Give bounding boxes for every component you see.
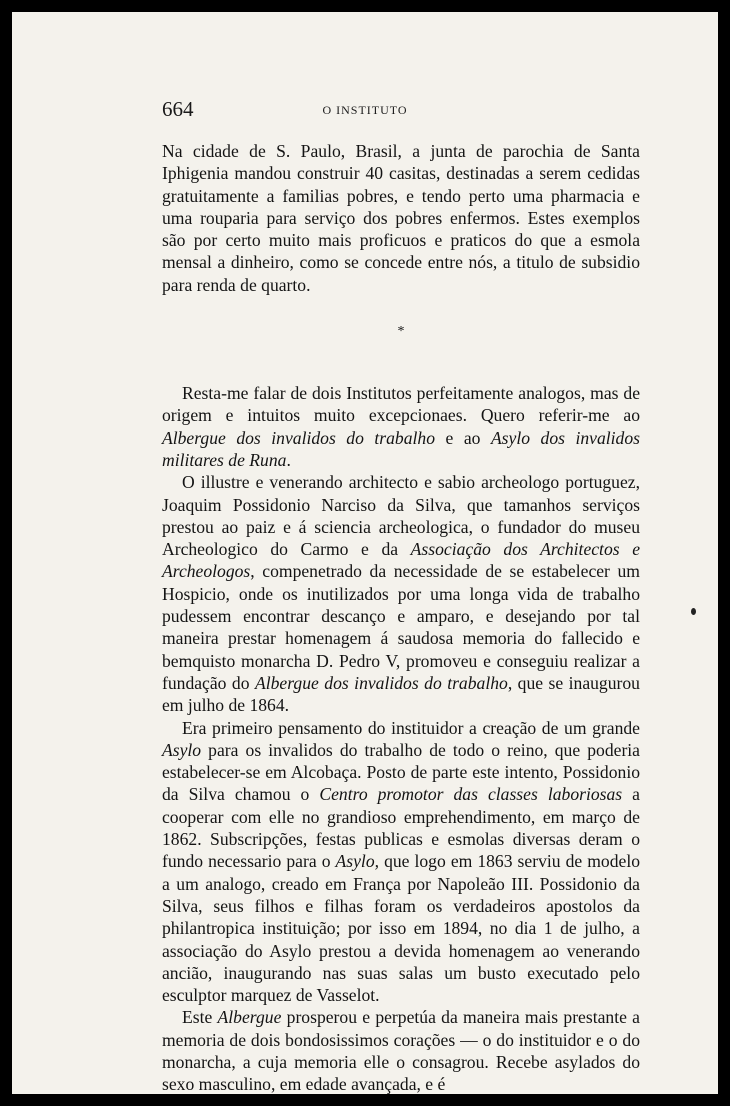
ink-speck: [691, 608, 696, 615]
paragraph-4-text-2: para os invalidos do trabalho de todo o reino, que poderia estabelecer-se em Alcobaça. Posto de parte este intento, Possidonio da Silva chamou o: [162, 739, 640, 805]
paragraph-4-text-4: que logo em 1863 serviu de modelo a um analogo, creado em França por Napoleão III. Possidonio da Silva, seus filhos e filhas foram os verdadeiros apostolos da philantropica instituição; por isso em 1894, no dia 1 de julho, a associação do Asylo prestou a devida homenagem ao venerando ancião, inaugurando nas suas salas um busto executado pelo esculptor marquez de Vasselot.: [162, 851, 641, 1006]
paragraph-5-text-2: prosperou e perpetúa da maneira mais prestante a memoria de dois bondosissimos corações — o do instituidor e o do monarcha, a cuja memoria elle o consagrou. Recebe asylados do sexo masculino, em edade avançada, e é: [162, 1007, 640, 1094]
paragraph-2-italic-2: Asylo dos invalidos militares de Runa: [162, 427, 640, 470]
paragraph-2-text-2: e ao: [435, 427, 491, 448]
paragraph-3-italic-1: Associação dos Architectos e Archeologos: [162, 539, 640, 582]
paragraph-4-italic-3: Asylo,: [335, 851, 380, 872]
paragraph-3: [162, 471, 640, 716]
book-page: [12, 12, 718, 1094]
section-separator: *: [397, 324, 405, 340]
running-title: O INSTITUTO: [322, 103, 408, 117]
page-number: 664: [162, 97, 194, 121]
paragraph-2-text-3: .: [286, 449, 291, 470]
paragraph-3-text-3: , que se inaugurou em julho de 1864.: [162, 672, 640, 716]
paragraph-5-text-1: Este: [182, 1007, 218, 1028]
paragraph-3-text-2: , compenetrado da necessidade de se estabelecer um Hospicio, onde os inutilizados por uma longa vida de trabalho pudessem encontrar descanço e amparo, e desejando por tal maneira prestar homenagem á saudosa memoria do fallecido e bemquisto monarcha D. Pedro V, promoveu e conseguiu realizar a fundação do: [162, 561, 640, 693]
page-header: [12, 97, 718, 123]
paragraph-4-text-3: a cooperar com elle no grandioso emprehendimento, em março de 1862. Subscripções, festas publicas e esmolas diversas deram o fundo necessario para o: [162, 784, 640, 872]
paragraph-3-italic-2: Albergue dos invalidos do trabalho: [254, 672, 508, 693]
paragraph-3-text-1: O illustre e venerando architecto e sabio archeologo portuguez, Joaquim Possidonio Narciso da Silva, que tamanhos serviços prestou ao paiz e á sciencia archeologica, o fundador do museu Archeologico do Carmo e da: [162, 472, 640, 560]
paragraph-2: [162, 382, 640, 471]
paragraph-5-italic-1: Albergue: [217, 1007, 282, 1028]
paragraph-4-italic-1: Asylo: [162, 739, 202, 760]
paragraph-4-italic-2: Centro promotor das classes laboriosas: [319, 784, 623, 805]
paragraph-2-text-1: Resta-me falar de dois Institutos perfeitamente analogos, mas de origem e intuitos muito excepcionaes. Quero referir-me ao: [162, 383, 640, 426]
body-text: [162, 140, 640, 1094]
paragraph-4: [162, 717, 640, 1007]
paragraph-5: [162, 1006, 640, 1094]
paragraph-4-text-1: Era primeiro pensamento do instituidor a creação de um grande: [182, 717, 640, 738]
paragraph-1: Na cidade de S. Paulo, Brasil, a junta de parochia de Santa Iphigenia mandou construir 40 casitas, destinadas a serem cedidas gratuitamente a familias pobres, e tendo perto uma pharmacia e uma rouparia para serviço dos pobres enfermos. Estes exemplos são por certo muito mais proficuos e praticos do que a esmola mensal a dinheiro, como se concede entre nós, a titulo de subsidio para renda de quarto.: [162, 141, 640, 295]
paragraph-2-italic-1: Albergue dos invalidos do trabalho: [162, 427, 435, 448]
